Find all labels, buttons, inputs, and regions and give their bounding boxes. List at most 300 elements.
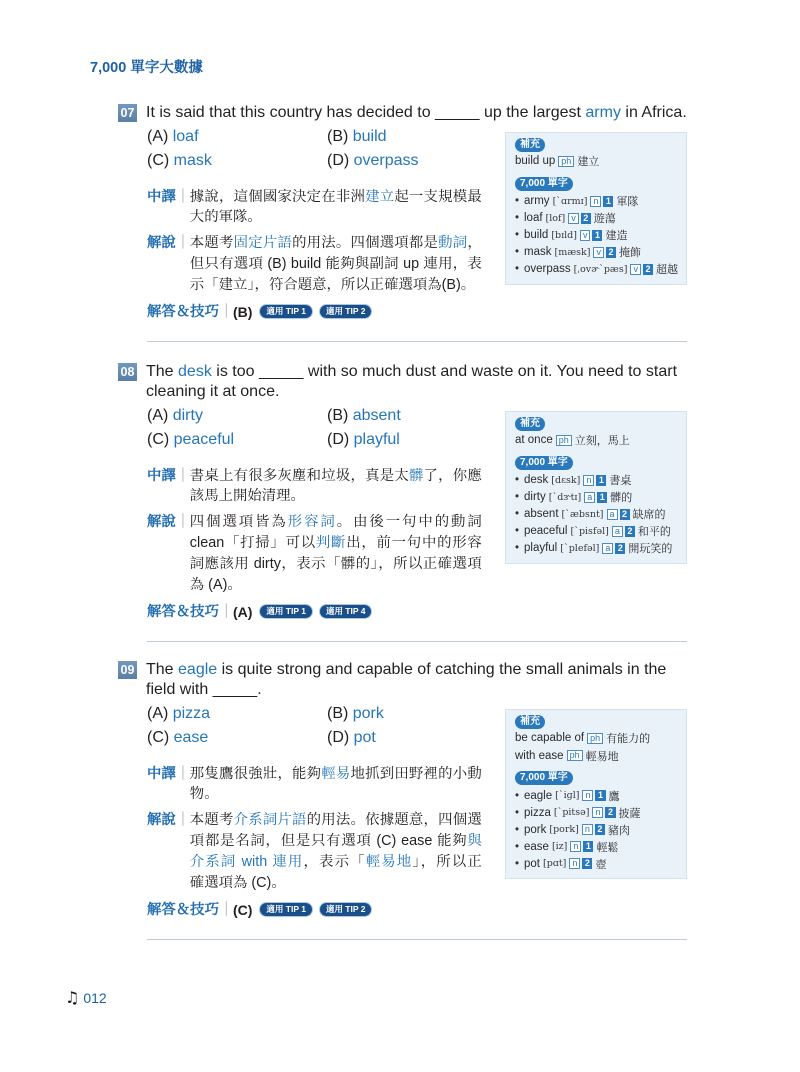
vocab-badge: 7,000 單字 (515, 177, 573, 191)
vocab-item (515, 540, 680, 557)
option-letter: (B) (327, 128, 349, 145)
bullet-icon (515, 542, 524, 554)
part-of-speech-tag: n (583, 475, 594, 486)
text-segment: is too (211, 363, 259, 380)
text-line (190, 233, 482, 254)
supplement-badge: 補充 (515, 138, 545, 152)
part-of-speech-tag: ph (587, 733, 603, 744)
option-a (147, 125, 327, 149)
vocab-meaning: 和平的 (637, 526, 671, 538)
supplement-phrase (515, 153, 680, 170)
highlighted-text: 動詞 (438, 234, 468, 251)
vocab-item (515, 838, 680, 855)
part-of-speech-tag: n (590, 196, 601, 207)
page-number: 012 (83, 990, 107, 1006)
vocab-phonetic: [ˋæbsnt] (561, 508, 604, 520)
text-segment: 」，所以正 (412, 853, 482, 870)
text-segment: clean「打掃」可以 (189, 534, 316, 551)
translation-text (190, 764, 482, 804)
text-segment: up the largest (479, 104, 586, 121)
part-of-speech-tag: v (630, 264, 641, 275)
vocab-meaning: 輕鬆 (596, 841, 619, 854)
supplement-phrase (515, 730, 680, 747)
correct-answer: (A) (232, 603, 253, 620)
translation (147, 466, 800, 506)
phrase-term: with ease (515, 749, 564, 762)
level-tag: 2 (606, 247, 616, 258)
part-of-speech-tag: ph (567, 750, 583, 761)
text-segment: The (146, 661, 179, 678)
supplement-box (505, 132, 687, 285)
separator: ｜ (218, 303, 234, 320)
text-segment: 示「建立」，符合題意，所以正確選項為(B)。 (189, 276, 476, 293)
question-body (0, 125, 800, 342)
phrase-meaning: 有能力的 (606, 733, 651, 746)
translation-label: 中譯 (147, 766, 176, 782)
vocab-phonetic: [pɑt] (543, 858, 567, 869)
text-segment: 大的軍隊。 (189, 209, 262, 225)
vocab-meaning: 遊蕩 (593, 213, 616, 225)
vocab-word: pot (524, 857, 540, 870)
phrase-meaning: 建立 (577, 156, 600, 169)
option-word: loaf (172, 128, 199, 145)
explanation-label: 解說 (147, 234, 176, 251)
level-tag: 2 (605, 807, 615, 818)
vocab-word: build (524, 229, 549, 241)
text-segment: 該馬上開始清理。 (189, 488, 305, 504)
question-09 (0, 660, 800, 940)
vocab-item (515, 855, 680, 872)
explanation-label: 解說 (147, 811, 176, 828)
option-d (327, 726, 507, 750)
vocab-word: desk (524, 474, 549, 486)
bullet-icon (515, 790, 524, 802)
highlighted-text: eagle (178, 661, 218, 678)
vocab-word: overpass (524, 263, 571, 275)
phrase-term: build up (515, 155, 556, 168)
vocab-meaning: 開玩笑的 (628, 543, 673, 555)
vocab-item (515, 804, 680, 821)
supplement-phrase (515, 748, 680, 765)
part-of-speech-tag: a (584, 492, 595, 503)
tip-badge: 適用 TIP 1 (260, 903, 312, 916)
bullet-icon (515, 263, 524, 275)
option-word: absent (352, 407, 401, 424)
level-tag: 1 (595, 790, 605, 801)
vocab-item (515, 472, 680, 489)
option-word: dirty (172, 407, 203, 424)
tip-badge: 適用 TIP 4 (320, 605, 372, 618)
option-word: pork (352, 705, 384, 722)
vocab-word: peaceful (524, 525, 568, 537)
text-segment: 了，你應 (423, 468, 482, 484)
explanation-label: 解說 (147, 513, 176, 530)
vocab-word: pork (524, 823, 547, 836)
answer-tips-row (147, 602, 800, 622)
vocab-item (515, 489, 680, 506)
bullet-icon (515, 525, 524, 537)
option-letter: (C) (147, 431, 170, 448)
vocab-item (515, 210, 680, 227)
vocab-word: absent (524, 508, 559, 520)
bullet-icon (515, 807, 524, 819)
answer-label: 解答＆技巧 (147, 603, 219, 620)
question-number-badge: 09 (118, 661, 137, 679)
option-word: playful (353, 431, 400, 448)
option-word: overpass (353, 152, 419, 169)
text-line (190, 187, 482, 207)
vocab-item (515, 506, 680, 523)
vocab-phonetic: [ˋɑrmɪ] (552, 195, 588, 207)
part-of-speech-tag: n (582, 824, 593, 835)
page-footer (65, 989, 107, 1007)
part-of-speech-tag: n (592, 807, 603, 818)
text-line (190, 784, 482, 804)
vocab-meaning: 書桌 (609, 475, 632, 487)
vocab-phonetic: [pork] (549, 824, 579, 835)
option-a (147, 702, 327, 726)
tip-badge: 適用 TIP 2 (320, 305, 372, 318)
text-line (190, 466, 482, 486)
level-tag: 2 (581, 213, 591, 224)
text-segment: 起一支規模最 (394, 189, 482, 205)
option-letter: (B) (327, 705, 349, 722)
bullet-icon (515, 491, 524, 503)
level-tag: 2 (643, 264, 653, 275)
bullet-icon (515, 824, 524, 836)
vocab-meaning: 壺 (595, 858, 607, 871)
music-note-icon (65, 988, 79, 1007)
text-segment: 。由後一句中的動詞 (336, 513, 482, 530)
translation-text (190, 466, 482, 506)
answer-blank: _____ (258, 363, 304, 380)
level-tag: 2 (615, 543, 625, 554)
text-line (190, 254, 482, 275)
text-segment: 出，前一句中的形容 (346, 534, 482, 551)
vocab-word: army (524, 195, 550, 207)
highlighted-text: 輕易地 (365, 853, 413, 870)
bullet-icon (515, 212, 524, 224)
answer-blank: _____ (212, 681, 258, 698)
phrase-term: at once (515, 434, 553, 447)
text-segment: It is said that this country has decided to (146, 104, 436, 121)
highlighted-text: 建立 (365, 189, 395, 205)
answer-options (147, 125, 800, 173)
highlighted-text: 判斷 (315, 534, 347, 551)
vocab-meaning: 鷹 (608, 790, 620, 803)
question-07 (0, 103, 800, 342)
vocab-word: playful (524, 542, 558, 554)
vocab-item (515, 821, 680, 838)
vocab-meaning: 掩飾 (618, 247, 641, 259)
level-tag: 2 (620, 509, 630, 520)
answer-tips-row (147, 900, 800, 920)
text-segment: 四個選項皆為 (189, 513, 288, 530)
section-divider (147, 341, 687, 342)
level-tag: 2 (582, 858, 592, 869)
option-letter: (D) (327, 431, 350, 448)
correct-answer: (B) (232, 303, 253, 320)
answer-label: 解答＆技巧 (147, 901, 219, 918)
text-line (190, 873, 482, 894)
option-b (327, 125, 507, 149)
supplement-box (505, 411, 687, 564)
text-segment: . (257, 681, 262, 698)
text-line (190, 764, 482, 784)
part-of-speech-tag: a (602, 543, 613, 554)
phrase-meaning: 輕易地 (585, 750, 619, 763)
highlighted-text: 髒 (408, 468, 424, 484)
text-line (190, 512, 482, 533)
option-letter: (D) (327, 152, 350, 169)
bullet-icon (515, 195, 524, 207)
option-word: peaceful (173, 431, 235, 448)
text-line (190, 575, 482, 596)
separator: ｜ (175, 468, 191, 484)
translation-label: 中譯 (147, 189, 176, 205)
vocab-phonetic: [bɪld] (551, 229, 577, 241)
answer-label: 解答＆技巧 (147, 303, 219, 320)
vocab-item (515, 523, 680, 540)
part-of-speech-tag: n (569, 858, 580, 869)
vocab-phonetic: [ˋpisfəl] (570, 525, 609, 537)
vocab-meaning: 建造 (605, 230, 628, 242)
text-line (190, 810, 482, 831)
separator: ｜ (218, 603, 234, 620)
explanation (147, 810, 800, 894)
text-line (190, 831, 482, 852)
question-stem (146, 362, 694, 402)
highlighted-text: 與 (467, 832, 482, 849)
text-line (190, 533, 482, 554)
question-stem (146, 103, 694, 123)
vocab-item (515, 261, 680, 278)
vocab-phonetic: [mæsk] (554, 246, 591, 258)
option-letter: (A) (147, 407, 169, 424)
section-divider (147, 641, 687, 642)
text-line (190, 275, 482, 296)
text-segment: 那隻鷹很強壯，能夠 (189, 766, 322, 782)
page-header-title: 7,000 單字大數據 (90, 60, 203, 76)
option-a (147, 404, 327, 428)
text-segment: The (146, 363, 179, 380)
vocab-phonetic: [ˋplefəl] (560, 542, 600, 554)
question-08 (0, 362, 800, 642)
supplement-badge: 補充 (515, 417, 545, 431)
separator: ｜ (175, 513, 191, 530)
text-segment: 書桌上有很多灰塵和垃圾，真是太 (189, 468, 409, 484)
text-segment: 地抓到田野裡的小動 (350, 766, 482, 782)
option-word: build (352, 128, 387, 145)
answer-options (147, 404, 800, 452)
vocab-item (515, 787, 680, 804)
supplement-phrase (515, 432, 680, 449)
option-word: pot (353, 729, 376, 746)
vocab-word: loaf (524, 212, 543, 224)
level-tag: 1 (592, 230, 602, 241)
text-line (190, 852, 482, 873)
text-segment: 的用法。依據題意，四個選 (306, 811, 482, 828)
part-of-speech-tag: a (607, 509, 618, 520)
answer-options (147, 702, 800, 750)
option-letter: (C) (147, 152, 170, 169)
translation-text (190, 187, 482, 227)
explanation (147, 233, 800, 296)
level-tag: 1 (597, 492, 607, 503)
separator: ｜ (218, 901, 234, 918)
text-segment: is quite strong and capable of catching the small animals in the field with (146, 661, 667, 698)
phrase-meaning: 立刻，馬上 (574, 435, 630, 448)
option-d (327, 149, 507, 173)
explanation (147, 512, 800, 596)
text-segment: 本題考 (189, 811, 234, 828)
option-c (147, 428, 327, 452)
highlighted-text: 介系詞片語 (233, 811, 307, 828)
text-line (190, 554, 482, 575)
separator: ｜ (175, 234, 191, 251)
option-letter: (A) (147, 705, 169, 722)
part-of-speech-tag: ph (556, 435, 572, 446)
option-d (327, 428, 507, 452)
part-of-speech-tag: a (612, 526, 623, 537)
tip-badge: 適用 TIP 2 (320, 903, 372, 916)
tip-badge: 適用 TIP 1 (260, 305, 312, 318)
text-segment: in Africa. (620, 104, 687, 121)
vocab-badge: 7,000 單字 (515, 456, 573, 470)
bullet-icon (515, 508, 524, 520)
question-number-badge: 08 (118, 363, 137, 381)
text-segment: 項都是名詞，但是只有選項 (C) ease 能夠 (189, 832, 468, 849)
option-letter: (C) (147, 729, 170, 746)
option-c (147, 726, 327, 750)
text-segment: 但只有選項 (B) build 能夠與副詞 up 連用，表 (189, 255, 482, 272)
part-of-speech-tag: n (570, 841, 581, 852)
vocab-phonetic: [ˋdɝtɪ] (548, 491, 582, 503)
bullet-icon (515, 474, 524, 486)
phrase-term: be capable of (515, 732, 585, 745)
bullet-icon (515, 858, 524, 870)
highlighted-text: army (585, 104, 621, 121)
text-segment: 的用法。四個選項都是 (292, 234, 439, 251)
highlighted-text: 介系詞 with 連用 (189, 853, 304, 870)
option-b (327, 702, 507, 726)
section-divider (147, 939, 687, 940)
vocab-word: eagle (524, 789, 553, 802)
translation-label: 中譯 (147, 468, 176, 484)
part-of-speech-tag: ph (558, 156, 574, 167)
text-segment: 物。 (189, 786, 219, 802)
option-letter: (B) (327, 407, 349, 424)
text-segment: 詞應該用 dirty，表示「髒的」，所以正確選項 (189, 555, 482, 572)
vocab-meaning: 披薩 (618, 807, 641, 820)
separator: ｜ (175, 766, 191, 782)
highlighted-text: 輕易 (321, 766, 351, 782)
vocab-badge: 7,000 單字 (515, 771, 573, 785)
vocab-item (515, 244, 680, 261)
option-c (147, 149, 327, 173)
question-body (0, 404, 800, 642)
level-tag: 1 (583, 841, 593, 852)
text-line (190, 486, 482, 506)
bullet-icon (515, 246, 524, 258)
highlighted-text: 固定片語 (233, 234, 293, 251)
option-b (327, 404, 507, 428)
part-of-speech-tag: n (582, 790, 593, 801)
text-segment: ，表示「 (303, 853, 366, 870)
option-word: ease (173, 729, 209, 746)
option-letter: (A) (147, 128, 169, 145)
explanation-text (190, 512, 482, 596)
text-segment: 據說，這個國家決定在非洲 (189, 189, 366, 205)
highlighted-text: 形容詞 (287, 513, 337, 530)
translation (147, 187, 800, 227)
text-segment: 確選項為 (C)。 (189, 874, 286, 891)
vocab-word: ease (524, 840, 549, 853)
vocab-phonetic: [iz] (551, 841, 568, 852)
vocab-phonetic: [ˋigl] (555, 790, 580, 801)
option-word: pizza (172, 705, 211, 722)
tip-badge: 適用 TIP 1 (260, 605, 312, 618)
part-of-speech-tag: v (593, 247, 604, 258)
part-of-speech-tag: v (580, 230, 591, 241)
translation (147, 764, 800, 804)
bullet-icon (515, 841, 524, 853)
explanation-text (190, 810, 482, 894)
text-segment: 本題考 (189, 234, 234, 251)
correct-answer: (C) (232, 901, 253, 918)
vocab-phonetic: [ˌovɚˋpæs] (573, 263, 628, 275)
vocab-list (515, 472, 680, 557)
vocab-word: pizza (524, 806, 551, 819)
vocab-meaning: 髒的 (610, 492, 633, 504)
text-segment: ， (467, 234, 482, 251)
vocab-item (515, 193, 680, 210)
highlighted-text: desk (178, 363, 212, 380)
vocab-meaning: 豬肉 (607, 824, 630, 837)
explanation-text (190, 233, 482, 296)
answer-tips-row (147, 302, 800, 322)
separator: ｜ (175, 189, 191, 205)
supplement-badge: 補充 (515, 715, 545, 729)
level-tag: 1 (596, 475, 606, 486)
vocab-meaning: 軍隊 (616, 196, 639, 208)
part-of-speech-tag: v (568, 213, 579, 224)
text-segment: 為 (A)。 (189, 576, 242, 593)
vocab-phonetic: [dɛsk] (551, 474, 581, 486)
supplement-box (505, 709, 687, 879)
question-number-badge: 07 (118, 104, 137, 122)
level-tag: 2 (595, 824, 605, 835)
vocab-list (515, 193, 680, 278)
text-segment: with so much dust and waste on it. You need to start cleaning it at once. (146, 363, 678, 400)
vocab-list (515, 787, 680, 872)
vocab-word: dirty (524, 491, 546, 503)
vocab-meaning: 超越 (655, 264, 678, 276)
level-tag: 1 (603, 196, 613, 207)
bullet-icon (515, 229, 524, 241)
vocab-phonetic: [ˋpitsə] (553, 807, 590, 818)
text-line (190, 207, 482, 227)
separator: ｜ (175, 811, 191, 828)
answer-blank: _____ (435, 104, 480, 121)
vocab-item (515, 227, 680, 244)
option-letter: (D) (327, 729, 350, 746)
option-word: mask (173, 152, 212, 169)
level-tag: 2 (625, 526, 635, 537)
question-body (0, 702, 800, 940)
vocab-phonetic: [lof] (545, 212, 566, 224)
vocab-meaning: 缺席的 (632, 509, 666, 521)
